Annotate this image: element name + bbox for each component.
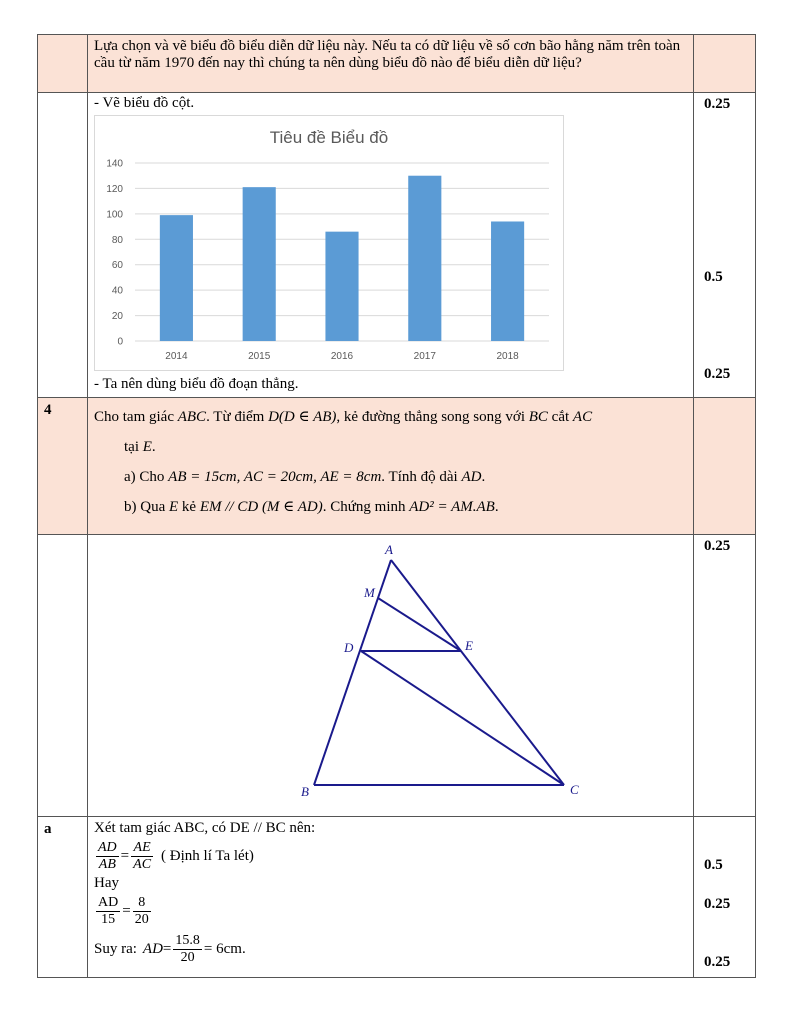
solution-body <box>88 817 693 970</box>
math-given: AB = 15cm, AC = 20cm, AE = 8cm <box>168 469 382 485</box>
bar-chart-svg <box>95 116 563 370</box>
score-cell <box>694 398 756 535</box>
score-cell <box>694 35 756 93</box>
math-ad: AD <box>142 940 163 957</box>
math-em: EM // CD <box>199 499 259 515</box>
number-cell <box>38 535 88 817</box>
label-b: B <box>301 784 309 799</box>
math-e: E <box>142 439 152 455</box>
label-c: C <box>570 782 579 797</box>
text: . Từ điểm <box>206 409 265 425</box>
question4-part-b <box>94 492 687 522</box>
text: , kẻ đường thẳng song song với <box>336 409 525 425</box>
side-ab <box>314 560 391 785</box>
score-value: 0.25 <box>704 366 731 382</box>
part-label: a <box>38 817 88 978</box>
bar-2018 <box>491 221 524 341</box>
theorem-note: ( Định lí Ta lét) <box>161 847 254 864</box>
label-a: A <box>385 542 393 557</box>
y-tick-label: 40 <box>111 285 123 297</box>
y-tick-label: 0 <box>117 336 123 348</box>
question4-line1 <box>94 402 687 432</box>
table-row <box>38 93 756 398</box>
y-tick-label: 120 <box>106 183 123 195</box>
fraction: $\frac{AD}{AB}$ <box>98 839 117 872</box>
answer-table <box>37 34 756 978</box>
text: a) Cho <box>124 469 165 485</box>
math-abc: ABC <box>177 409 207 425</box>
question4-part-a <box>94 462 687 492</box>
answer-cell <box>88 93 694 398</box>
solution-hay: Hay <box>94 875 119 891</box>
fraction: $\frac{AE}{AC}$ <box>133 839 152 872</box>
score-value: 0.25 <box>704 538 731 554</box>
score-value: 0.25 <box>704 896 731 912</box>
y-tick-label: 60 <box>111 260 123 272</box>
chart-title: Tiêu đề Biểu đồ <box>269 128 389 147</box>
text: b) Qua <box>124 499 166 515</box>
text: . <box>151 439 156 455</box>
score-cell <box>694 817 756 978</box>
question-number: 4 <box>38 398 88 535</box>
fraction: $\frac{AD}{15}$ <box>98 894 119 927</box>
math-ac: AC <box>572 409 593 425</box>
score-cell <box>694 93 756 398</box>
triangle-figure <box>88 535 694 811</box>
y-tick-label: 140 <box>106 158 123 170</box>
fraction: $\frac{15.8}{20}$ <box>175 932 200 965</box>
answer-line-draw-bar: - Vẽ biểu đồ cột. <box>94 95 195 111</box>
score-value: 0.25 <box>704 96 731 112</box>
bar-2017 <box>408 176 441 341</box>
table-row <box>38 35 756 93</box>
solution-substitute-line <box>94 892 687 930</box>
number-cell <box>38 93 88 398</box>
number-cell <box>38 35 88 93</box>
math-prove: AD² = AM.AB <box>409 499 495 515</box>
text: cắt <box>551 409 570 425</box>
equals: = <box>122 902 131 919</box>
label-m: M <box>364 585 375 600</box>
x-tick-label: 2015 <box>248 351 271 362</box>
x-tick-label: 2018 <box>496 351 519 362</box>
text: kẻ <box>181 499 197 515</box>
table-row <box>38 817 756 978</box>
x-tick-label: 2014 <box>165 351 188 362</box>
x-tick-label: 2017 <box>413 351 436 362</box>
solution-ratio-line <box>94 837 687 875</box>
figure-cell <box>88 535 694 817</box>
score-value: 0.5 <box>704 269 723 285</box>
math-m: (M ∈ AD) <box>261 499 323 515</box>
text: . <box>494 499 499 515</box>
segment-me <box>378 598 461 651</box>
text: . <box>241 940 246 957</box>
math-d: D(D ∈ AB) <box>268 409 337 425</box>
table-row <box>38 398 756 535</box>
result: = 6cm <box>203 940 242 957</box>
solution-result-line <box>94 930 687 968</box>
y-tick-label: 20 <box>111 311 123 323</box>
question4-line2 <box>94 432 687 462</box>
table-row <box>38 535 756 817</box>
bar-2014 <box>160 215 193 341</box>
solution-cell <box>88 817 694 978</box>
score-value: 0.25 <box>704 954 731 970</box>
text: Cho tam giác <box>94 409 174 425</box>
label-d: D <box>344 640 354 655</box>
bar-2016 <box>325 232 358 341</box>
equals: = <box>120 847 130 864</box>
text: . Chứng minh <box>322 499 406 515</box>
text: tại <box>124 439 139 455</box>
math-bc: BC <box>528 409 548 425</box>
score-cell <box>694 535 756 817</box>
y-tick-label: 100 <box>106 209 123 221</box>
equals: = <box>162 940 172 957</box>
question-cell <box>88 398 694 535</box>
text: . Tính độ dài <box>381 469 458 485</box>
y-tick-label: 80 <box>111 234 123 246</box>
score-value: 0.5 <box>704 857 723 873</box>
segment-dc <box>361 651 564 785</box>
text: Suy ra: <box>94 940 137 957</box>
bar-2015 <box>243 187 276 341</box>
text: . <box>481 469 486 485</box>
answer-line-line-chart: - Ta nên dùng biểu đồ đoạn thẳng. <box>94 376 299 392</box>
question-cell <box>88 35 694 93</box>
x-tick-label: 2016 <box>330 351 354 362</box>
bar-chart <box>94 115 564 371</box>
label-e: E <box>465 638 473 653</box>
solution-line1: Xét tam giác ABC, có DE // BC nên: <box>94 820 316 836</box>
fraction: $\frac{8}{20}$ <box>134 894 149 927</box>
question4-body <box>88 398 693 524</box>
question-intro-text: Lựa chọn và vẽ biểu đồ biểu diễn dữ liệu này. Nếu ta có dữ liệu về số cơn bão hằng năm trên toàn cầu từ năm 1970 đến nay thì chúng ta nên dùng biểu đồ nào để biểu diễn dữ liệu? <box>94 38 681 71</box>
math-e: E <box>169 499 179 515</box>
side-ac <box>391 560 564 785</box>
math-ad: AD <box>461 469 482 485</box>
